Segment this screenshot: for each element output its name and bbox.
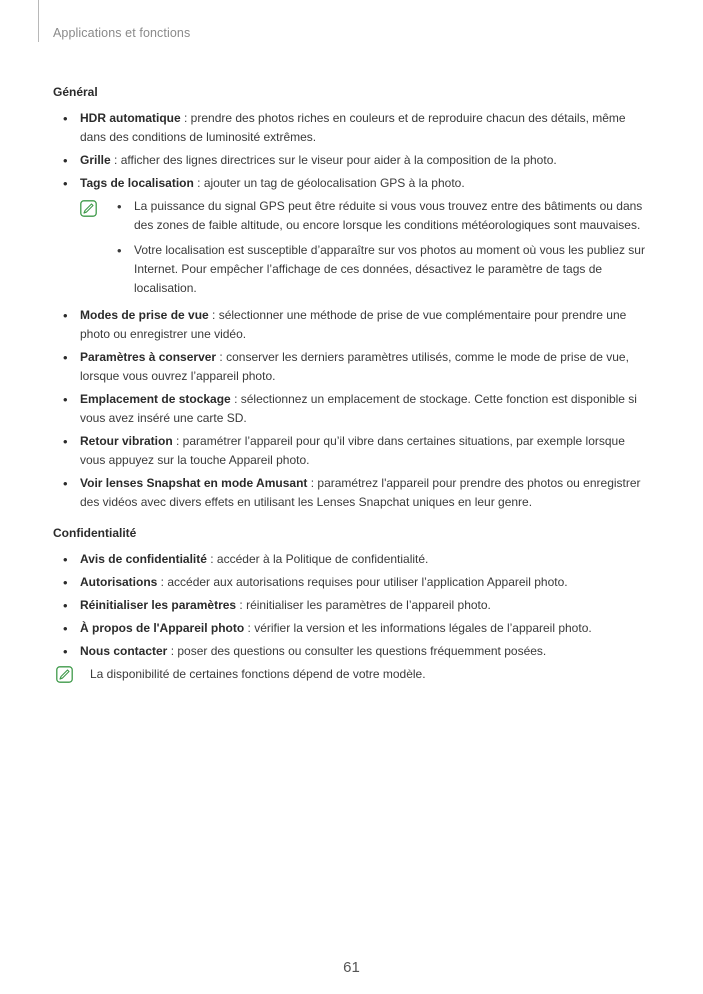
item-desc: : poser des questions ou consulter les questions fréquemment posées. xyxy=(167,644,547,658)
item-term: Modes de prise de vue xyxy=(80,308,209,322)
item-term: Voir lenses Snapshat en mode Amusant xyxy=(80,476,308,490)
item-desc: : paramétrez l'appareil pour prendre des photos ou enregistrer des vidéos avec divers effets en utilisant les Lenses Snapchat uniques en leur genre. xyxy=(80,476,641,509)
section-title-privacy: Confidentialité xyxy=(53,526,137,540)
section-title-general: Général xyxy=(53,85,98,99)
item-desc: : conserver les derniers paramètres utilisés, comme le mode de prise de vue, lorsque vous ouvrez l’appareil photo. xyxy=(80,350,629,383)
general-list-continued xyxy=(53,306,653,512)
item-term: Nous contacter xyxy=(80,644,168,658)
item-desc: : réinitialiser les paramètres de l’appareil photo. xyxy=(236,598,491,612)
list-item xyxy=(53,174,653,193)
list-item xyxy=(53,619,653,638)
item-term: Tags de localisation xyxy=(80,176,194,190)
list-item xyxy=(53,151,653,170)
list-item xyxy=(53,390,653,428)
list-item xyxy=(53,573,653,592)
item-term: Réinitialiser les paramètres xyxy=(80,598,237,612)
general-list xyxy=(53,109,653,193)
main-content xyxy=(53,83,653,684)
item-desc: : accéder aux autorisations requises pour utiliser l’application Appareil photo. xyxy=(157,575,568,589)
item-desc: : vérifier la version et les informations légales de l’appareil photo. xyxy=(244,621,592,635)
item-term: Emplacement de stockage xyxy=(80,392,231,406)
item-desc: : prendre des photos riches en couleurs et de reproduire chacun des détails, même dans des conditions de luminosité extrêmes. xyxy=(80,111,626,144)
note-list xyxy=(107,197,653,298)
list-item xyxy=(53,348,653,386)
list-item xyxy=(53,306,653,344)
gps-note xyxy=(80,197,653,298)
item-term: Autorisations xyxy=(80,575,158,589)
privacy-list xyxy=(53,550,653,661)
list-item xyxy=(53,550,653,569)
item-term: Grille xyxy=(80,153,111,167)
page-number: 61 xyxy=(343,959,360,976)
item-desc: : paramétrer l’appareil pour qu’il vibre dans certaines situations, par exemple lorsque vous appuyez sur la touche Appareil photo. xyxy=(80,434,625,467)
item-desc: : afficher des lignes directrices sur le viseur pour aider à la composition de la photo. xyxy=(110,153,557,167)
item-desc: : accéder à la Politique de confidentialité. xyxy=(206,552,429,566)
note-icon xyxy=(56,666,73,683)
note-item: • La puissance du signal GPS peut être réduite si vous vous trouvez entre des bâtiments ou dans des zones de faible altitude, ou encore lorsque les conditions météorologiques sont mauvaises. xyxy=(107,197,653,235)
list-item xyxy=(53,432,653,470)
note-item: • Votre localisation est susceptible d’apparaître sur vos photos au moment où vous les publiez sur Internet. Pour empêcher l’affichage de ces données, désactivez le paramètre de tags de localisation. xyxy=(107,241,653,298)
list-item xyxy=(53,474,653,512)
list-item xyxy=(53,642,653,661)
header-rule xyxy=(38,0,39,42)
availability-note xyxy=(53,665,653,684)
list-item xyxy=(53,596,653,615)
list-item xyxy=(53,109,653,147)
item-term: Retour vibration xyxy=(80,434,173,448)
item-desc: : sélectionner une méthode de prise de vue complémentaire pour prendre une photo ou enregistrer une vidéo. xyxy=(80,308,627,341)
item-desc: : sélectionnez un emplacement de stockage. Cette fonction est disponible si vous avez inséré une carte SD. xyxy=(80,392,637,425)
item-desc: : ajouter un tag de géolocalisation GPS à la photo. xyxy=(193,176,465,190)
note-icon xyxy=(80,200,97,217)
item-term: À propos de l'Appareil photo xyxy=(80,621,245,635)
availability-note-text: La disponibilité de certaines fonctions dépend de votre modèle. xyxy=(90,667,426,681)
item-term: Paramètres à conserver xyxy=(80,350,217,364)
page-header-title: Applications et fonctions xyxy=(53,26,191,40)
item-term: Avis de confidentialité xyxy=(80,552,207,566)
item-term: HDR automatique xyxy=(80,111,181,125)
